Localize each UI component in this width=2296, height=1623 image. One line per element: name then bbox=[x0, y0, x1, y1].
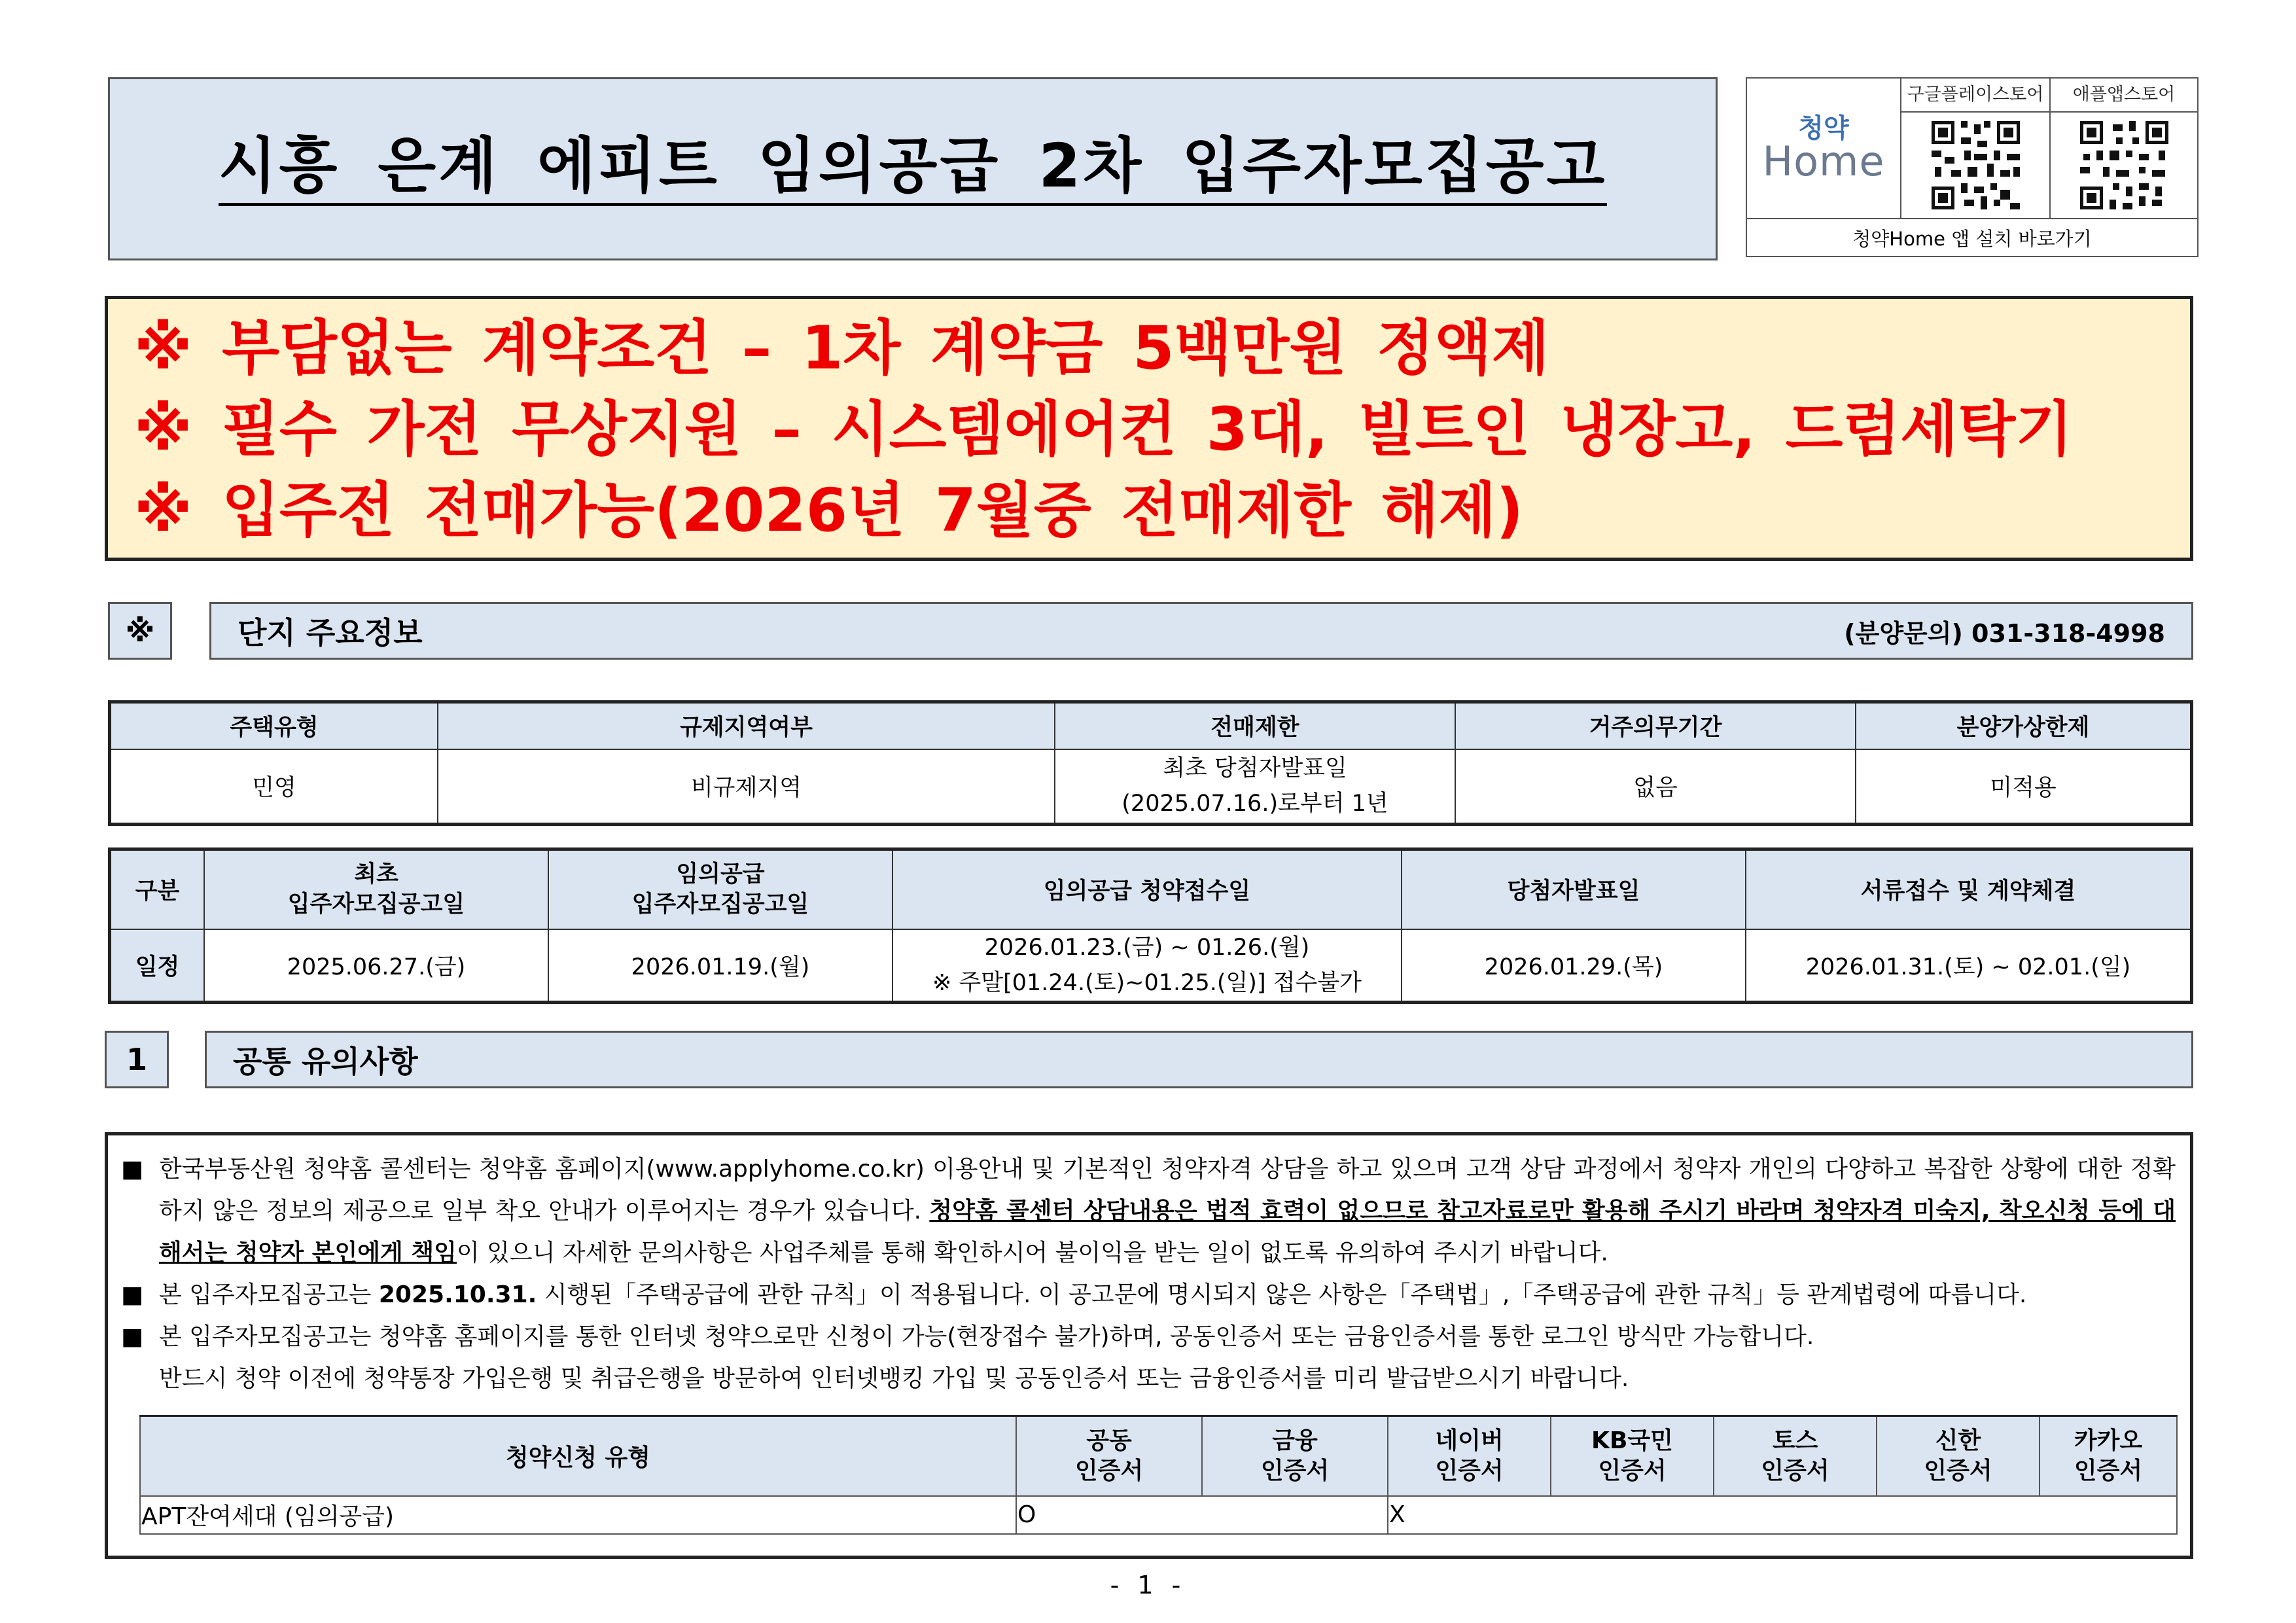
cert-suffix: 인증서 bbox=[1435, 1457, 1504, 1484]
header-cert bbox=[2040, 1416, 2177, 1496]
promo-line: ※ 필수 가전 무상지원 – 시스템에어컨 3대, 빌트인 냉장고, 드럼세탁기 bbox=[134, 395, 2074, 464]
header-cert bbox=[1202, 1416, 1388, 1496]
header-cert bbox=[1551, 1416, 1714, 1496]
google-play-qr-icon[interactable] bbox=[1928, 118, 2023, 213]
apple-store-label: 애플앱스토어 bbox=[2051, 79, 2197, 113]
section-info-header bbox=[209, 602, 2193, 660]
notice-text bbox=[121, 1149, 2176, 1274]
header-apply-date: 임의공급 청약접수일 bbox=[892, 849, 1402, 929]
cell-contract-date: 2026.01.31.(토) ~ 02.01.(일) bbox=[1746, 929, 2192, 1003]
header-arb-line-2: 입주자모집공고일 bbox=[631, 891, 809, 918]
notice-text bbox=[121, 1274, 2176, 1316]
promo-line: ※ 부담없는 계약조건 – 1차 계약금 5백만원 정액제 bbox=[134, 314, 1549, 383]
logo-bottom-text: Home bbox=[1762, 137, 1885, 185]
sales-contact: (분양문의) 031-318-4998 bbox=[1844, 618, 2165, 648]
cell-resale-limit bbox=[1055, 749, 1455, 825]
notice-item bbox=[121, 1149, 2176, 1274]
header-residence-period: 거주의무기간 bbox=[1455, 702, 1856, 749]
resale-line-2: (2025.07.16.)로부터 1년 bbox=[1122, 791, 1388, 817]
google-play-column bbox=[1901, 79, 2051, 218]
notice-3-line-2: 반드시 청약 이전에 청약통장 가입은행 및 취급은행을 방문하여 인터넷뱅킹 가입 및 공동인증서 또는 금융인증서를 미리 발급받으시기 바랍니다. bbox=[159, 1365, 1629, 1392]
header-first-notice bbox=[204, 849, 548, 929]
cert-suffix: 인증서 bbox=[1761, 1457, 1829, 1484]
cell-first-notice: 2025.06.27.(금) bbox=[204, 929, 548, 1003]
header-cert bbox=[1016, 1416, 1202, 1496]
cert-name: 카카오 bbox=[2074, 1427, 2143, 1454]
cell-residence-period: 없음 bbox=[1455, 749, 1856, 825]
apple-store-column bbox=[2051, 79, 2197, 218]
section-info-marker: ※ bbox=[108, 602, 172, 660]
notice-3-line-1: 본 입주자모집공고는 청약홈 홈페이지를 통한 인터넷 청약으로만 신청이 가능(현장접수 불가)하며, 공동인증서 또는 금융인증서를 통한 로그인 방식만 가능합니다. bbox=[159, 1323, 1814, 1350]
certificate-table bbox=[139, 1415, 2178, 1535]
page-number: - 1 - bbox=[1110, 1571, 1186, 1599]
cert-suffix: 인증서 bbox=[1924, 1457, 1992, 1484]
cert-name: 토스 bbox=[1772, 1427, 1818, 1454]
cert-suffix: 인증서 bbox=[1598, 1457, 1667, 1484]
square-bullet-icon: ■ bbox=[121, 1323, 144, 1350]
google-play-label: 구글플레이스토어 bbox=[1901, 79, 2049, 113]
applyhome-logo bbox=[1747, 79, 1901, 218]
header-regulation: 규제지역여부 bbox=[438, 702, 1055, 749]
square-bullet-icon: ■ bbox=[121, 1156, 144, 1183]
page-title: 시흥 은계 에피트 임의공급 2차 입주자모집공고 bbox=[219, 132, 1608, 207]
cert-name: 신한 bbox=[1935, 1427, 1981, 1454]
cell-cert-allowed: O bbox=[1016, 1496, 1388, 1534]
section-1-title: 공통 유의사항 bbox=[233, 1044, 418, 1079]
header-winner-date: 당첨자발표일 bbox=[1402, 849, 1746, 929]
notice-item bbox=[121, 1274, 2176, 1316]
header-resale-limit: 전매제한 bbox=[1055, 702, 1455, 749]
header-cert bbox=[1388, 1416, 1551, 1496]
cell-apply-type: APT잔여세대 (임의공급) bbox=[140, 1496, 1016, 1534]
cert-suffix: 인증서 bbox=[2074, 1457, 2143, 1484]
notice-1-text-a: 한국부동산원 청약홈 콜센터는 청약홈 홈페이지(www.applyhome.co.kr) 이용안내 및 기본적인 청약자격 상담을 하고 있으며 고객 상담 과정에서 청약자 개인의 다양하고 복잡한 상황에 대한 정확하지 않은 정보의 제공으로 일부 착오 안내가 이루어지는 경우가 있습니다. bbox=[159, 1156, 2176, 1224]
notice-1-text-emphasis: 청약홈 콜센터 상담내용은 법적 효력이 없으므로 참고자료로만 활용해 주시기 바라며 청약자격 미숙지, 착오신청 등에 대해서는 청약자 본인에게 책임 bbox=[159, 1198, 2176, 1266]
app-install-caption[interactable]: 청약Home 앱 설치 바로가기 bbox=[1747, 218, 2197, 256]
cell-regulation: 비규제지역 bbox=[438, 749, 1055, 825]
header-first-line-1: 최초 bbox=[354, 861, 398, 888]
resale-line-1: 최초 당첨자발표일 bbox=[1163, 755, 1347, 782]
schedule-table bbox=[108, 847, 2193, 1004]
header-contract-date: 서류접수 및 계약체결 bbox=[1746, 849, 2192, 929]
complex-info-table bbox=[108, 700, 2193, 826]
header-cert bbox=[1714, 1416, 1877, 1496]
cert-name: 공동 bbox=[1086, 1427, 1132, 1454]
cell-housing-type: 민영 bbox=[110, 749, 438, 825]
apply-line-1: 2026.01.23.(금) ~ 01.26.(월) bbox=[984, 934, 1310, 961]
notice-1-text-c: 이 있으니 자세한 문의사항은 사업주체를 통해 확인하시어 불이익을 받는 일이 없도록 유의하여 주시기 바랍니다. bbox=[456, 1240, 1608, 1266]
square-bullet-icon: ■ bbox=[121, 1281, 144, 1308]
cell-apply-date bbox=[892, 929, 1402, 1003]
header-label: 구분 bbox=[110, 849, 205, 929]
section-info-title: 단지 주요정보 bbox=[238, 615, 423, 651]
cell-cert-not-allowed: X bbox=[1388, 1496, 2177, 1534]
cell-price-cap: 미적용 bbox=[1856, 749, 2192, 825]
header-price-cap: 분양가상한제 bbox=[1856, 702, 2192, 749]
title-box bbox=[108, 77, 1718, 260]
cert-suffix: 인증서 bbox=[1074, 1457, 1144, 1484]
apple-store-qr-icon[interactable] bbox=[2077, 118, 2172, 213]
header-apply-type: 청약신청 유형 bbox=[140, 1416, 1016, 1496]
cert-name: KB국민 bbox=[1591, 1427, 1673, 1454]
cell-winner-date: 2026.01.29.(목) bbox=[1402, 929, 1746, 1003]
promo-line: ※ 입주전 전매가능(2026년 7월중 전매제한 해제) bbox=[134, 476, 1524, 545]
logo-top-text: 청약 bbox=[1798, 113, 1849, 143]
header-arb-notice bbox=[548, 849, 892, 929]
notice-item bbox=[121, 1316, 2176, 1400]
header-first-line-2: 입주자모집공고일 bbox=[287, 891, 465, 918]
row-label: 일정 bbox=[110, 929, 205, 1003]
header-housing-type: 주택유형 bbox=[110, 702, 438, 749]
cert-name: 네이버 bbox=[1435, 1427, 1504, 1454]
section-1-number: 1 bbox=[105, 1031, 169, 1088]
section-1-header bbox=[205, 1031, 2193, 1088]
common-notices-box bbox=[105, 1132, 2193, 1559]
apply-line-2: ※ 주말[01.24.(토)~01.25.(일)] 접수불가 bbox=[932, 969, 1362, 996]
cert-suffix: 인증서 bbox=[1260, 1457, 1330, 1484]
notice-text bbox=[121, 1316, 2176, 1400]
notice-2-text-a: 본 입주자모집공고는 bbox=[159, 1281, 379, 1308]
promo-box bbox=[105, 296, 2193, 561]
app-download-box bbox=[1746, 77, 2199, 257]
cert-name: 금융 bbox=[1272, 1427, 1318, 1454]
header-arb-line-1: 임의공급 bbox=[676, 861, 765, 888]
notice-2-text-c: 시행된「주택공급에 관한 규칙」이 적용됩니다. 이 공고문에 명시되지 않은 사항은「주택법」,「주택공급에 관한 규칙」등 관계법령에 따릅니다. bbox=[537, 1281, 2027, 1308]
cell-arb-notice: 2026.01.19.(월) bbox=[548, 929, 892, 1003]
header-cert bbox=[1877, 1416, 2040, 1496]
notice-2-date: 2025.10.31. bbox=[378, 1281, 537, 1308]
